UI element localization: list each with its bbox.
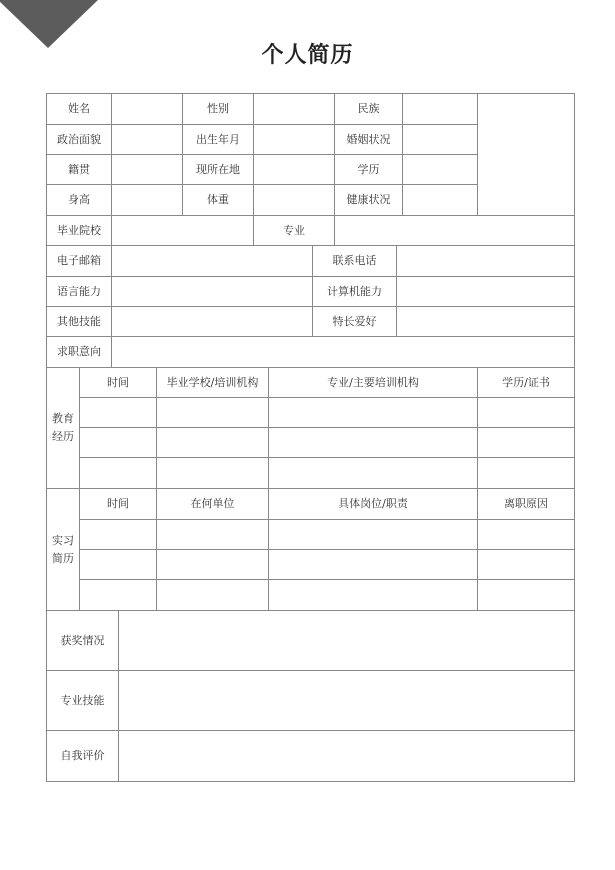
field-email[interactable] [111, 245, 312, 276]
internship-cell[interactable] [79, 519, 156, 549]
internship-cell[interactable] [79, 549, 156, 579]
field-marital-status[interactable] [402, 124, 477, 154]
field-language-ability[interactable] [111, 276, 312, 306]
field-gender[interactable] [253, 93, 334, 124]
education-label-line2: 经历 [52, 430, 74, 443]
label-birth-date: 出生年月 [182, 124, 253, 154]
photo-box[interactable] [477, 93, 574, 215]
label-professional-skills: 专业技能 [46, 670, 118, 730]
education-header-major: 专业/主要培训机构 [268, 367, 477, 397]
label-other-skills: 其他技能 [46, 306, 111, 336]
internship-cell[interactable] [156, 579, 268, 610]
education-cell[interactable] [79, 427, 156, 457]
label-current-location: 现所在地 [182, 154, 253, 184]
internship-cell[interactable] [477, 519, 574, 549]
field-professional-skills[interactable] [118, 670, 574, 730]
label-graduated-school: 毕业院校 [46, 215, 111, 245]
education-cell[interactable] [477, 427, 574, 457]
resume-table [46, 93, 575, 782]
field-name[interactable] [111, 93, 182, 124]
field-ethnicity[interactable] [402, 93, 477, 124]
field-major[interactable] [334, 215, 574, 245]
internship-cell[interactable] [477, 579, 574, 610]
education-cell[interactable] [268, 397, 477, 427]
field-birth-date[interactable] [253, 124, 334, 154]
label-education: 学历 [334, 154, 402, 184]
label-native-place: 籍贯 [46, 154, 111, 184]
label-awards: 获奖情况 [46, 610, 118, 670]
education-header-degree: 学历/证书 [477, 367, 574, 397]
label-weight: 体重 [182, 184, 253, 215]
field-native-place[interactable] [111, 154, 182, 184]
education-cell[interactable] [477, 397, 574, 427]
internship-label-line1: 实习 [52, 533, 74, 547]
field-political-status[interactable] [111, 124, 182, 154]
label-language-ability: 语言能力 [46, 276, 111, 306]
field-current-location[interactable] [253, 154, 334, 184]
internship-cell[interactable] [156, 519, 268, 549]
internship-cell[interactable] [268, 549, 477, 579]
field-graduated-school[interactable] [111, 215, 253, 245]
label-height: 身高 [46, 184, 111, 215]
education-cell[interactable] [79, 397, 156, 427]
education-section-label [46, 367, 79, 488]
label-hobbies: 特长爱好 [312, 306, 396, 336]
field-height[interactable] [111, 184, 182, 215]
internship-label-line2: 简历 [52, 551, 74, 565]
label-self-evaluation: 自我评价 [46, 730, 118, 781]
label-computer-ability: 计算机能力 [312, 276, 396, 306]
label-major: 专业 [253, 215, 334, 245]
label-health-status: 健康状况 [334, 184, 402, 215]
field-awards[interactable] [118, 610, 574, 670]
label-job-intention: 求职意向 [46, 336, 111, 367]
field-phone[interactable] [396, 245, 574, 276]
field-health-status[interactable] [402, 184, 477, 215]
field-weight[interactable] [253, 184, 334, 215]
internship-cell[interactable] [156, 549, 268, 579]
internship-cell[interactable] [79, 579, 156, 610]
field-computer-ability[interactable] [396, 276, 574, 306]
label-phone: 联系电话 [312, 245, 396, 276]
education-cell[interactable] [79, 457, 156, 488]
education-cell[interactable] [156, 427, 268, 457]
education-cell[interactable] [156, 457, 268, 488]
education-cell[interactable] [477, 457, 574, 488]
education-cell[interactable] [156, 397, 268, 427]
internship-header-company: 在何单位 [156, 488, 268, 519]
field-other-skills[interactable] [111, 306, 312, 336]
field-job-intention[interactable] [111, 336, 574, 367]
label-marital-status: 婚姻状况 [334, 124, 402, 154]
internship-cell[interactable] [268, 519, 477, 549]
internship-header-position: 具体岗位/职责 [268, 488, 477, 519]
page-title: 个人简历 [261, 42, 354, 68]
label-ethnicity: 民族 [334, 93, 402, 124]
internship-cell[interactable] [477, 549, 574, 579]
education-cell[interactable] [268, 427, 477, 457]
education-header-school: 毕业学校/培训机构 [156, 367, 268, 397]
field-education[interactable] [402, 154, 477, 184]
label-name: 姓名 [46, 93, 111, 124]
education-label-line1: 教育 [52, 412, 74, 425]
education-cell[interactable] [268, 457, 477, 488]
internship-header-reason: 离职原因 [477, 488, 574, 519]
label-gender: 性别 [182, 93, 253, 124]
education-header-time: 时间 [79, 367, 156, 397]
field-self-evaluation[interactable] [118, 730, 574, 781]
internship-header-time: 时间 [79, 488, 156, 519]
internship-section-label [46, 488, 79, 610]
label-political-status: 政治面貌 [46, 124, 111, 154]
label-email: 电子邮箱 [46, 245, 111, 276]
field-hobbies[interactable] [396, 306, 574, 336]
internship-cell[interactable] [268, 579, 477, 610]
